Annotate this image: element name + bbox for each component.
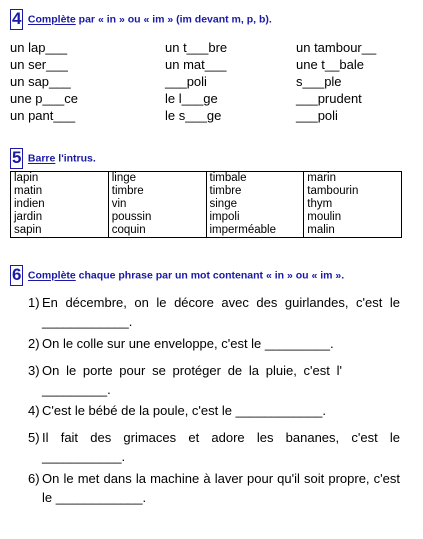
- intrus-column-2: [108, 172, 206, 238]
- word[interactable]: malin: [307, 224, 335, 236]
- word[interactable]: thym: [307, 198, 333, 210]
- word[interactable]: lapin: [14, 172, 39, 184]
- question-text: On le porte pour se protéger de la pluie, c'est l' _________.: [42, 363, 342, 397]
- fill-in-item[interactable]: ___poli: [296, 108, 338, 123]
- fill-in-item[interactable]: un tambour__: [296, 40, 377, 55]
- word[interactable]: timbale: [209, 172, 247, 184]
- question-2: 2) On le colle sur une enveloppe, c'est le _________.: [28, 334, 400, 353]
- fill-in-item[interactable]: ___prudent: [296, 91, 362, 106]
- word[interactable]: indien: [14, 198, 45, 210]
- word[interactable]: timbre: [111, 185, 144, 197]
- exercise-instruction: Complète chaque phrase par un mot contenant « in » ou « im ».: [27, 269, 345, 282]
- word[interactable]: vin: [111, 198, 127, 210]
- question-text: Il fait des grimaces et adore les bananes, c'est le ___________.: [42, 430, 400, 464]
- word[interactable]: poussin: [111, 211, 152, 223]
- fill-in-item[interactable]: une p___ce: [10, 91, 78, 106]
- word[interactable]: linge: [111, 172, 137, 184]
- fill-in-item[interactable]: une t__bale: [296, 57, 364, 72]
- intrus-column-4: [304, 172, 402, 238]
- intrus-column-3: [206, 172, 304, 238]
- question-4: 4) C'est le bébé de la poule, c'est le ____________.: [28, 401, 400, 420]
- fill-in-item[interactable]: un pant___: [10, 108, 76, 123]
- exercise-number: 6: [12, 265, 22, 284]
- word[interactable]: timbre: [209, 185, 242, 197]
- fill-in-item[interactable]: un ser___: [10, 57, 68, 72]
- intrus-column-1: [11, 172, 109, 238]
- question-1: 1) En décembre, on le décore avec des guirlandes, c'est le ____________.: [28, 295, 400, 329]
- exercise-4-header: [10, 9, 272, 30]
- word[interactable]: jardin: [14, 211, 43, 223]
- exercise-number: 4: [12, 9, 22, 28]
- question-text: On le met dans la machine à laver pour qu'il soit propre, c'est le ____________.: [42, 471, 400, 505]
- word[interactable]: matin: [14, 185, 43, 197]
- fill-in-item[interactable]: le s___ge: [165, 108, 222, 123]
- exercise-5-header: [10, 148, 96, 169]
- exercise-instruction: Barre l'intrus.: [27, 152, 96, 165]
- word[interactable]: tambourin: [307, 185, 359, 197]
- question-text: En décembre, on le décore avec des guirlandes, c'est le ____________.: [42, 295, 400, 329]
- word[interactable]: imperméable: [209, 224, 276, 236]
- fill-in-item[interactable]: un t___bre: [165, 40, 228, 55]
- fill-in-item[interactable]: un mat___: [165, 57, 227, 72]
- fill-in-item[interactable]: un sap___: [10, 74, 71, 89]
- exercise-instruction: Complète par « in » ou « im » (im devant m, p, b).: [27, 13, 272, 26]
- exercise-6-header: [10, 265, 344, 286]
- intrus-table: [10, 171, 402, 238]
- question-text: C'est le bébé de la poule, c'est le ____________.: [42, 403, 326, 418]
- word[interactable]: moulin: [307, 211, 342, 223]
- word[interactable]: marin: [307, 172, 337, 184]
- word[interactable]: singe: [209, 198, 237, 210]
- word[interactable]: sapin: [14, 224, 42, 236]
- fill-in-item[interactable]: le l___ge: [165, 91, 218, 106]
- question-3: 3) On le porte pour se protéger de la pluie, c'est l' _________.: [28, 363, 342, 397]
- fill-in-item[interactable]: un lap___: [10, 40, 68, 55]
- fill-in-item[interactable]: s___ple: [296, 74, 342, 89]
- exercise-number: 5: [12, 148, 22, 167]
- question-5: 5) Il fait des grimaces et adore les bananes, c'est le ___________.: [28, 430, 400, 464]
- word[interactable]: impoli: [209, 211, 240, 223]
- question-6: 6) On le met dans la machine à laver pour qu'il soit propre, c'est le ____________.: [28, 471, 400, 505]
- fill-in-item[interactable]: ___poli: [165, 74, 207, 89]
- question-text: On le colle sur une enveloppe, c'est le _________.: [42, 336, 334, 351]
- word[interactable]: coquin: [111, 224, 146, 236]
